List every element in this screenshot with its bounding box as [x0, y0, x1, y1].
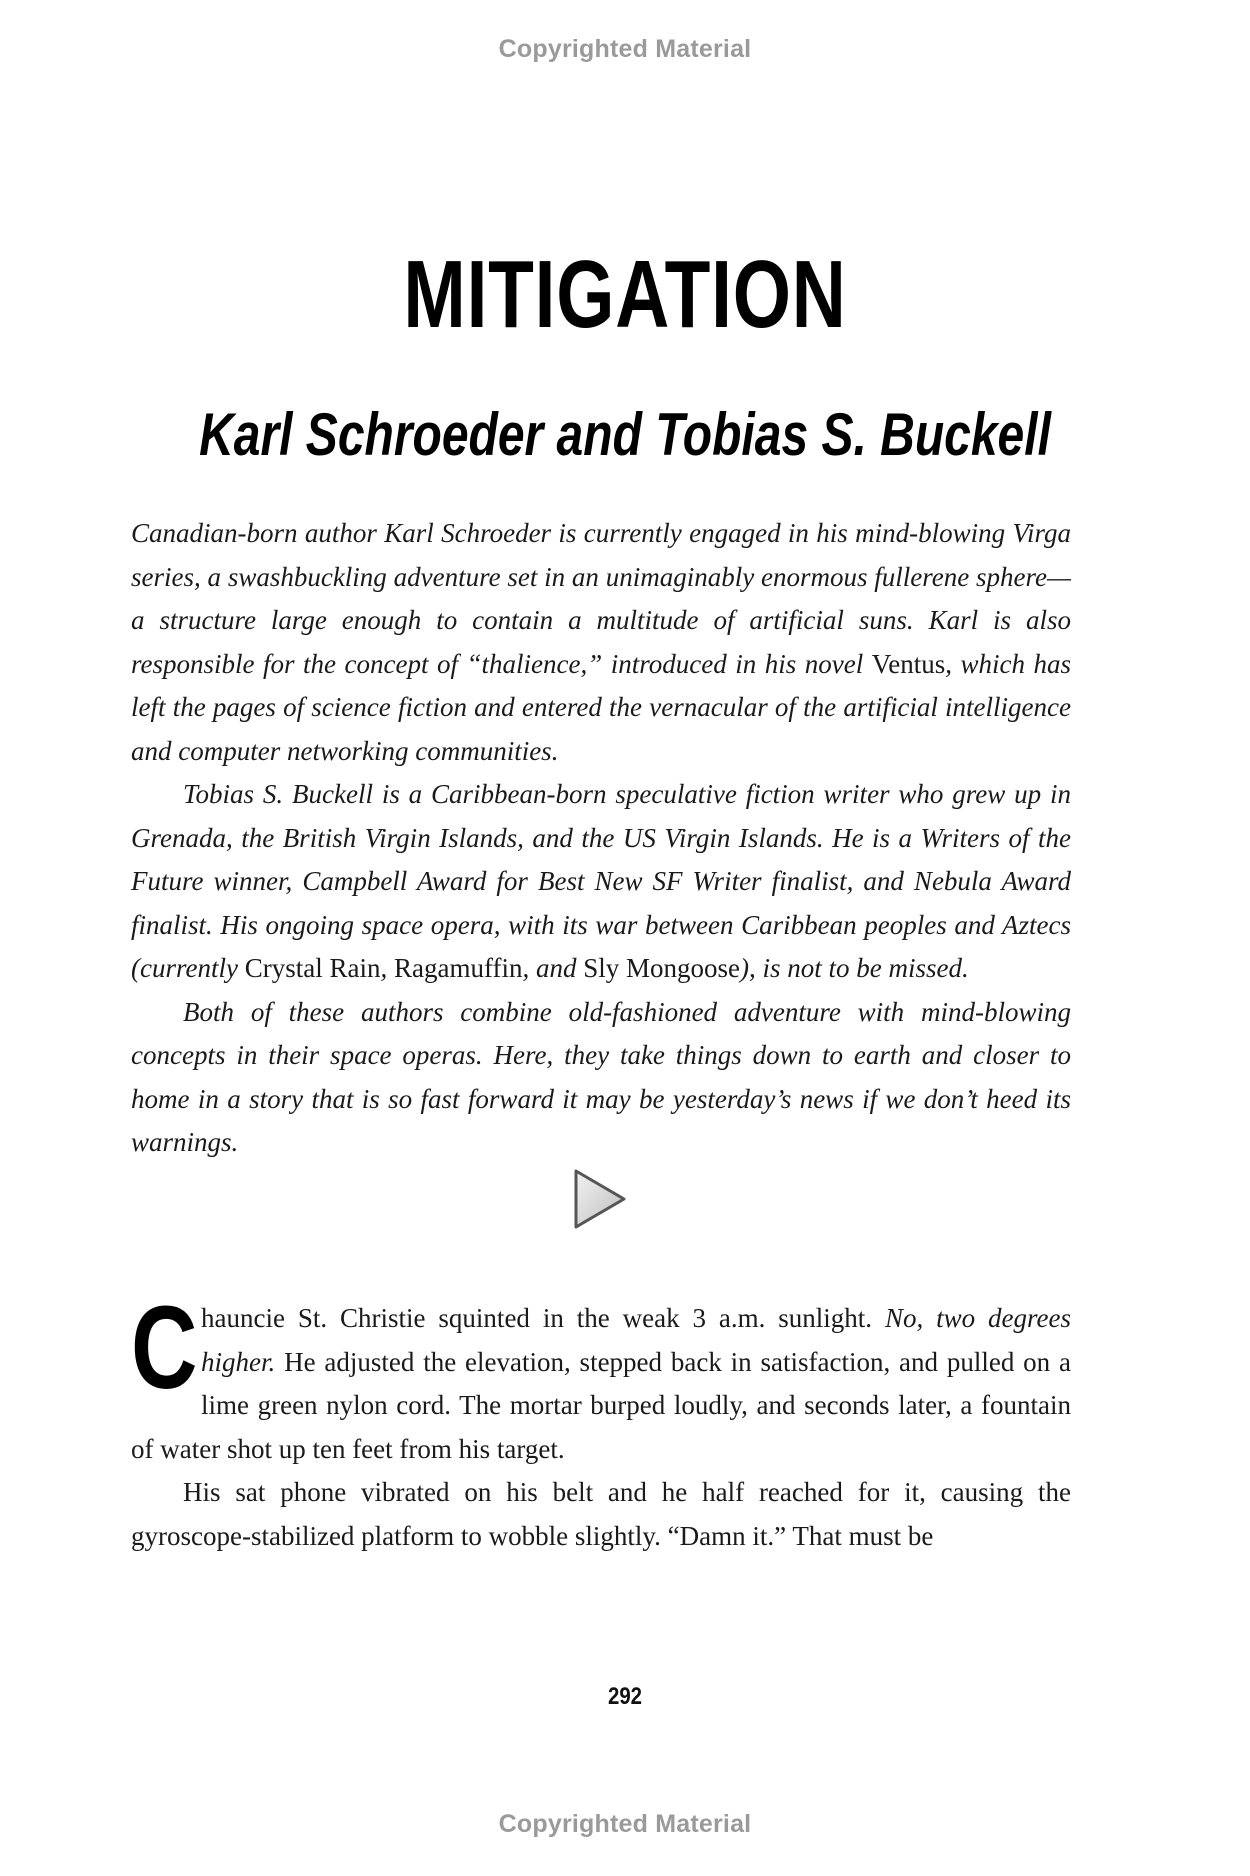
- intro-p2-separator-2: , and: [522, 953, 584, 983]
- story-p1-text-b: He adjusted the elevation, stepped back in satisfaction, and pulled on a lime green nylon cord. The mortar burped loudly, and seconds later, a fountain of water shot up ten feet from his target.: [131, 1346, 1071, 1464]
- story-authors: Karl Schroeder and Tobias S. Buckell: [199, 401, 1051, 468]
- story-paragraph-2: His sat phone vibrated on his belt and he half reached for it, causing the gyroscope-stabilized platform to wobble slightly. “Damn it.” That must be: [131, 1477, 1071, 1551]
- page-number: 292: [607, 1683, 643, 1710]
- story-paragraph-1: [131, 1282, 1071, 1471]
- book-title-crystal-rain: Crystal Rain: [244, 953, 381, 983]
- intro-p2-text-b: ), is not to be missed.: [739, 953, 969, 983]
- book-title-ragamuffin: Ragamuffin: [393, 953, 523, 983]
- story-p1-italic: No, two degrees higher.: [201, 1303, 1071, 1377]
- intro-p2-separator-1: ,: [380, 953, 394, 983]
- book-title-sly-mongoose: Sly Mongoose: [583, 953, 740, 983]
- story-title: MITIGATION: [403, 241, 847, 348]
- intro-p2-text-a: Tobias S. Buckell is a Caribbean-born speculative fiction writer who grew up in Grenada, the British Virgin Islands, and the US Virgin Islands. He is a Writers of the Future winner, Campbell Award for Best New SF Writer finalist, and Nebula Award finalist. His ongoing space opera, with its war between Caribbean peoples and Aztecs (currently: [131, 779, 1071, 983]
- drop-cap: C: [131, 1282, 198, 1414]
- intro-paragraph-1: [131, 512, 1071, 773]
- copyright-watermark-bottom: Copyrighted Material: [498, 1810, 752, 1838]
- author-introduction: [131, 512, 1071, 1165]
- triangle-play-ornament-icon: [572, 1168, 628, 1230]
- intro-p1-text-b: , which has left the pages of science fiction and entered the vernacular of the artificial intelligence and computer networking communities.: [131, 648, 1071, 766]
- intro-p1-text-a: Canadian-born author Karl Schroeder is currently engaged in his mind-blowing Virga series, a swashbuckling adventure set in an unimaginably enormous fullerene sphere—a structure large enough to contain a multitude of artificial suns. Karl is also responsible for the concept of “thalience,” introduced in his novel: [131, 518, 1071, 679]
- intro-paragraph-2: [131, 773, 1071, 991]
- story-body: [131, 1282, 1071, 1558]
- intro-paragraph-3: Both of these authors combine old-fashioned adventure with mind-blowing concepts in their space operas. Here, they take things down to earth and closer to home in a story that is so fast forward it may be yesterday’s news if we don’t heed its warnings.: [131, 996, 1071, 1157]
- copyright-watermark-top: Copyrighted Material: [498, 35, 752, 63]
- book-title-ventus: Ventus: [871, 648, 946, 679]
- story-p1-text-a: hauncie St. Christie squinted in the weak 3 a.m. sunlight.: [201, 1303, 885, 1333]
